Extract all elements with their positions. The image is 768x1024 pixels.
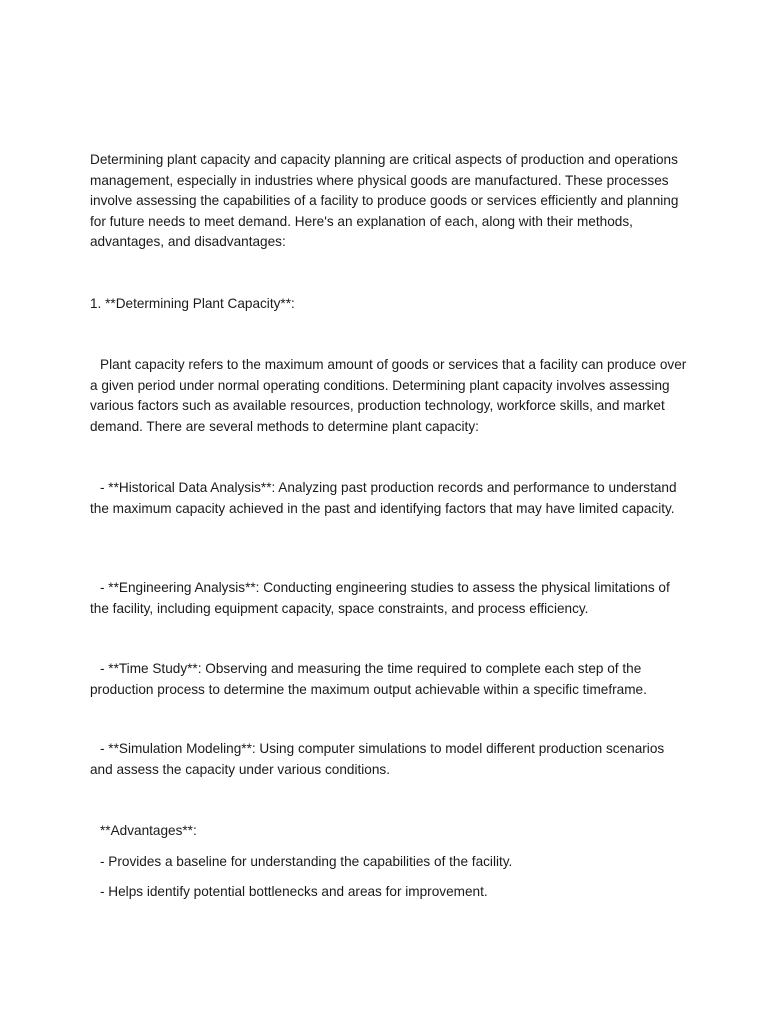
advantage-item: - Provides a baseline for understanding the capabilities of the facility. bbox=[100, 854, 513, 869]
advantage-item: - Helps identify potential bottlenecks and areas for improvement. bbox=[100, 884, 488, 899]
method-simulation-modeling: - **Simulation Modeling**: Using computer simulations to model different production scenarios and assess the capacity under various conditions. bbox=[90, 741, 665, 777]
method-time-study: - **Time Study**: Observing and measuring the time required to complete each step of the production process to determine the maximum output achievable within a specific timeframe. bbox=[90, 661, 647, 697]
intro-paragraph: Determining plant capacity and capacity planning are critical aspects of production and operations management, especially in industries where physical goods are manufactured. These processes involve assessing the capabilities of a facility to produce goods or services efficiently and planning for future needs to meet demand. Here's an explanation of each, along with their methods, advantages, and disadvantages: bbox=[90, 152, 679, 249]
method-engineering-analysis: - **Engineering Analysis**: Conducting engineering studies to assess the physical limitations of the facility, including equipment capacity, space constraints, and process efficiency. bbox=[90, 580, 670, 616]
plant-capacity-paragraph: Plant capacity refers to the maximum amount of goods or services that a facility can produce over a given period under normal operating conditions. Determining plant capacity involves assessing various factors such as available resources, production technology, workforce skills, and market demand. There are several methods to determine plant capacity: bbox=[90, 357, 687, 434]
advantages-heading: **Advantages**: bbox=[100, 823, 197, 838]
method-historical-data: - **Historical Data Analysis**: Analyzing past production records and performance to understand the maximum capacity achieved in the past and identifying factors that may have limited capacity. bbox=[90, 480, 677, 516]
section-heading-plant-capacity: 1. **Determining Plant Capacity**: bbox=[90, 296, 295, 311]
